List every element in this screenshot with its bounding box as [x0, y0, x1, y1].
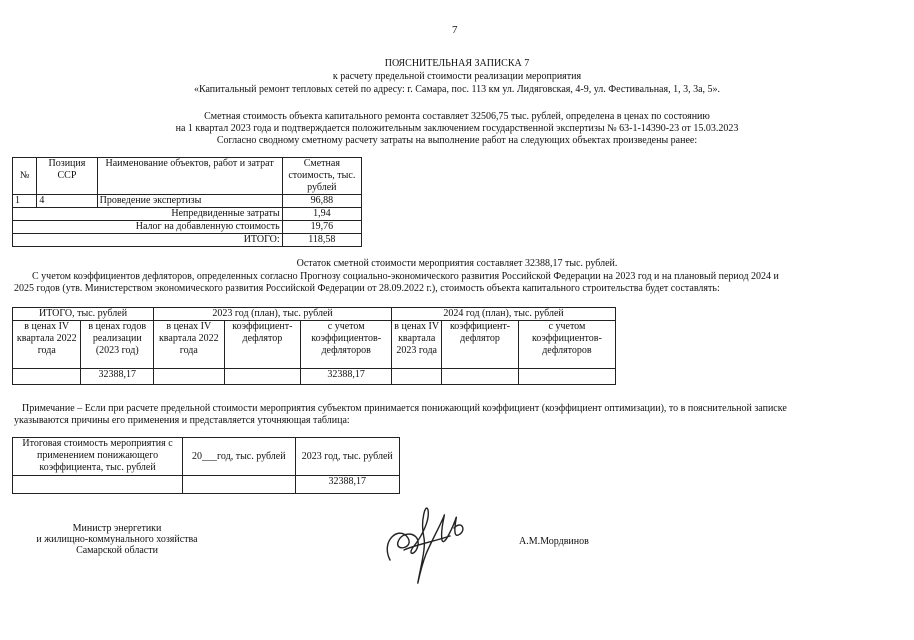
handwritten-signature — [370, 490, 480, 590]
table-cell — [183, 476, 295, 494]
expenses-table — [12, 157, 362, 247]
col-cost-header: Сметная стоимость, тыс. рублей — [282, 158, 361, 195]
signatory-name: А.М.Мордвинов — [519, 536, 589, 547]
summary-row — [13, 221, 362, 234]
summary-value: 1,94 — [282, 208, 361, 221]
document-title: ПОЯСНИТЕЛЬНАЯ ЗАПИСКА 7 — [384, 58, 530, 69]
summary-label: ИТОГО: — [13, 234, 283, 247]
row-num: 1 — [13, 195, 37, 208]
table-cell — [518, 369, 615, 385]
col-header: коэффициент-дефлятор — [224, 321, 301, 369]
summary-label: Налог на добавленную стоимость — [13, 221, 283, 234]
table-cell — [392, 369, 442, 385]
table-cell — [154, 369, 225, 385]
row-position: 4 — [37, 195, 97, 208]
row-name: Проведение экспертизы — [97, 195, 282, 208]
col-header: в ценах IV квартала 2023 года — [392, 321, 442, 369]
page-number: 7 — [452, 24, 458, 36]
col-header: 2023 год, тыс. рублей — [295, 438, 399, 476]
col-header: 20___год, тыс. рублей — [183, 438, 295, 476]
remainder-line-1: Остаток сметной стоимости мероприятия составляет 32388,17 тыс. рублей. — [296, 258, 618, 269]
table-cell — [13, 369, 81, 385]
deflator-table — [12, 307, 616, 385]
group-2024-header: 2024 год (план), тыс. рублей — [392, 308, 616, 321]
table-header-group-row — [13, 308, 616, 321]
summary-value: 118,58 — [282, 234, 361, 247]
table-cell: 32388,17 — [81, 369, 154, 385]
summary-row — [13, 234, 362, 247]
intro-line-3: Согласно сводному сметному расчету затраты на выполнение работ на следующих объектах произведены ранее: — [216, 135, 698, 146]
col-header: в ценах IV квартала 2022 года — [13, 321, 81, 369]
position-line-2: и жилищно-коммунального хозяйства — [36, 534, 198, 545]
position-line-1: Министр энергетики — [72, 523, 162, 534]
summary-value: 19,76 — [282, 221, 361, 234]
col-header: с учетом коэффициентов-дефляторов — [301, 321, 392, 369]
object-name: «Капитальный ремонт тепловых сетей по адресу: г. Самара, пос. 113 км ул. Лидяговская, 4-9, ул. Фестивальная, 1, 3, 3а, 5». — [193, 84, 721, 95]
summary-row — [13, 208, 362, 221]
col-name-header: Наименование объектов, работ и затрат — [97, 158, 282, 195]
group-total-header: ИТОГО, тыс. рублей — [13, 308, 154, 321]
table-cell: 32388,17 — [295, 476, 399, 494]
row-value: 96,88 — [282, 195, 361, 208]
note-line-2: указываются причины его применения и представляется уточняющая таблица: — [14, 415, 350, 426]
table-header-row — [13, 321, 616, 369]
summary-label: Непредвиденные затраты — [13, 208, 283, 221]
table-row — [13, 476, 400, 494]
table-row — [13, 195, 362, 208]
table-header-row — [13, 158, 362, 195]
remainder-line-2: С учетом коэффициентов дефляторов, определенных согласно Прогнозу социально-экономического развития Российской Федерации на 2023 год и на плановый период 2024 и — [32, 271, 779, 282]
col-header: в ценах IV квартала 2022 года — [154, 321, 225, 369]
table-cell — [224, 369, 301, 385]
col-header: с учетом коэффициентов-дефляторов — [518, 321, 615, 369]
table-cell: 32388,17 — [301, 369, 392, 385]
intro-line-2: на 1 квартал 2023 года и подтверждается положительным заключением государственной экспертизы № 63-1-14390-23 от 15.03.2023 — [175, 123, 739, 134]
remainder-line-3: 2025 годов (утв. Министерством экономического развития Российской Федерации от 28.09.2022 г.), стоимость объекта капитального строительства будет составлять: — [14, 283, 720, 294]
signatory-position — [22, 523, 212, 556]
note-line-1: Примечание – Если при расчете предельной стоимости мероприятия субъектом принимается понижающий коэффициент (коэффициент оптимизации), то в пояснительной записке — [22, 403, 787, 414]
col-header: коэффициент-дефлятор — [442, 321, 519, 369]
position-line-3: Самарской области — [76, 545, 158, 556]
col-header: Итоговая стоимость мероприятия с применением понижающего коэффициента, тыс. рублей — [13, 438, 183, 476]
group-2023-header: 2023 год (план), тыс. рублей — [154, 308, 392, 321]
table-cell — [13, 476, 183, 494]
table-row — [13, 369, 616, 385]
table-header-row — [13, 438, 400, 476]
intro-line-1: Сметная стоимость объекта капитального ремонта составляет 32506,75 тыс. рублей, определена в ценах по состоянию — [204, 111, 710, 122]
table-cell — [442, 369, 519, 385]
col-header: в ценах годов реализации (2023 год) — [81, 321, 154, 369]
document-subtitle: к расчету предельной стоимости реализации мероприятия — [332, 71, 582, 82]
col-num-header: № — [13, 158, 37, 195]
col-position-header: Позиция ССР — [37, 158, 97, 195]
reduction-table — [12, 437, 400, 494]
